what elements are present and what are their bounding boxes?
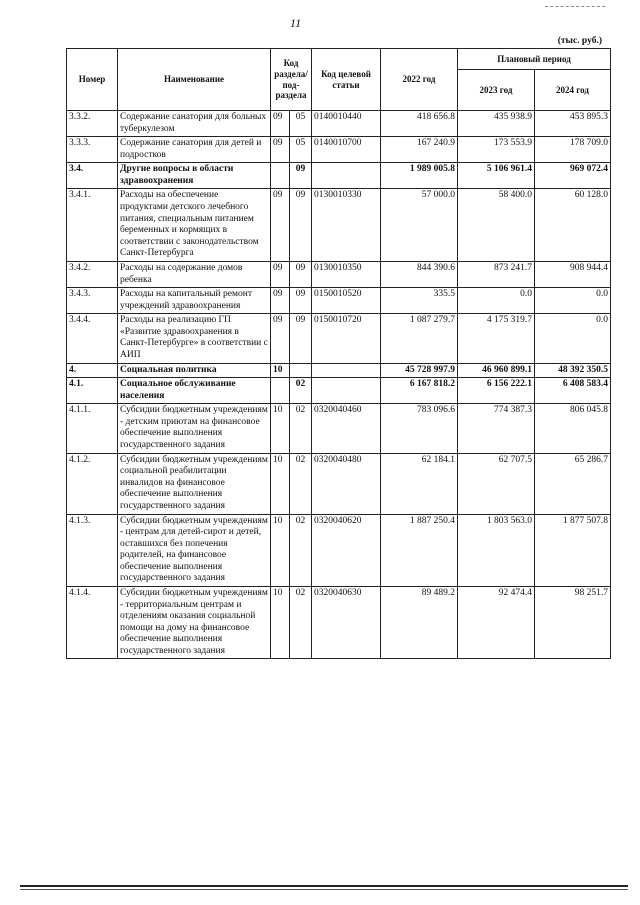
row-subsection: 05 xyxy=(290,137,312,163)
row-2022: 6 167 818.2 xyxy=(381,378,458,404)
row-name: Социальное обслуживание населения xyxy=(118,378,271,404)
row-number: 3.4. xyxy=(67,163,118,189)
row-name: Расходы на капитальный ремонт учреждений здравоохранения xyxy=(118,288,271,314)
row-2023: 58 400.0 xyxy=(458,189,535,261)
row-2022: 1 087 279.7 xyxy=(381,314,458,363)
row-2023: 5 106 961.4 xyxy=(458,163,535,189)
row-number: 3.4.4. xyxy=(67,314,118,363)
row-2023: 435 938.9 xyxy=(458,111,535,137)
row-section: 09 xyxy=(271,137,290,163)
row-2023: 6 156 222.1 xyxy=(458,378,535,404)
row-2022: 783 096.6 xyxy=(381,404,458,453)
row-number: 4.1.4. xyxy=(67,586,118,658)
table-row xyxy=(67,189,611,261)
header-section-code: Код раздела/ под- раздела xyxy=(271,49,312,111)
row-2022: 335.5 xyxy=(381,288,458,314)
row-2024: 48 392 350.5 xyxy=(535,363,611,378)
row-2022: 1 887 250.4 xyxy=(381,514,458,586)
table-row xyxy=(67,404,611,453)
row-2022: 57 000.0 xyxy=(381,189,458,261)
table-row xyxy=(67,288,611,314)
row-section: 09 xyxy=(271,189,290,261)
row-2024: 453 895.3 xyxy=(535,111,611,137)
row-2023: 774 387.3 xyxy=(458,404,535,453)
row-subsection: 09 xyxy=(290,163,312,189)
row-number: 3.3.3. xyxy=(67,137,118,163)
row-2024: 65 286.7 xyxy=(535,453,611,514)
row-2023: 173 553.9 xyxy=(458,137,535,163)
row-section: 10 xyxy=(271,514,290,586)
row-name: Субсидии бюджетным учреждениям - центрам для детей-сирот и детей, оставшихся без попечения родителей, на финансовое обеспечение выполнения государственного задания xyxy=(118,514,271,586)
row-2024: 1 877 507.8 xyxy=(535,514,611,586)
row-name: Субсидии бюджетным учреждениям - территориальным центрам и отделениям оказания социальной помощи на дому на финансовое обеспечение выполнения государственного задания xyxy=(118,586,271,658)
row-subsection: 09 xyxy=(290,189,312,261)
row-section xyxy=(271,378,290,404)
row-target: 0130010330 xyxy=(312,189,381,261)
row-name: Субсидии бюджетным учреждениям социальной реабилитации инвалидов на финансовое обеспечение выполнения государственного задания xyxy=(118,453,271,514)
row-target xyxy=(312,378,381,404)
row-target: 0140010700 xyxy=(312,137,381,163)
row-subsection: 05 xyxy=(290,111,312,137)
row-subsection: 09 xyxy=(290,314,312,363)
units-label: (тыс. руб.) xyxy=(557,36,602,46)
row-2023: 0.0 xyxy=(458,288,535,314)
top-rule xyxy=(545,6,605,7)
header-row xyxy=(67,49,611,70)
header-2022: 2022 год xyxy=(381,49,458,111)
row-target: 0320040630 xyxy=(312,586,381,658)
row-2024: 6 408 583.4 xyxy=(535,378,611,404)
row-2024: 806 045.8 xyxy=(535,404,611,453)
row-2023: 873 241.7 xyxy=(458,261,535,287)
table-row xyxy=(67,314,611,363)
row-subsection: 02 xyxy=(290,453,312,514)
row-2022: 45 728 997.9 xyxy=(381,363,458,378)
row-subsection: 02 xyxy=(290,514,312,586)
row-section: 10 xyxy=(271,586,290,658)
row-target xyxy=(312,363,381,378)
row-2022: 844 390.6 xyxy=(381,261,458,287)
row-number: 4.1. xyxy=(67,378,118,404)
row-name: Расходы на обеспечение продуктами детского лечебного питания, специальным питанием беременных и кормящих в соответствии с законодательством Санкт-Петербурга xyxy=(118,189,271,261)
row-name: Другие вопросы в области здравоохранения xyxy=(118,163,271,189)
row-2022: 89 489.2 xyxy=(381,586,458,658)
bottom-rule-thin xyxy=(20,889,628,890)
row-2024: 178 709.0 xyxy=(535,137,611,163)
row-name: Содержание санатория для детей и подростков xyxy=(118,137,271,163)
row-section: 09 xyxy=(271,111,290,137)
row-2024: 908 944.4 xyxy=(535,261,611,287)
row-number: 3.4.2. xyxy=(67,261,118,287)
row-2023: 4 175 319.7 xyxy=(458,314,535,363)
row-target: 0140010440 xyxy=(312,111,381,137)
row-section: 10 xyxy=(271,404,290,453)
row-2022: 167 240.9 xyxy=(381,137,458,163)
page-number: 11 xyxy=(290,16,302,30)
row-2023: 92 474.4 xyxy=(458,586,535,658)
table-row xyxy=(67,111,611,137)
row-subsection: 02 xyxy=(290,404,312,453)
table-row xyxy=(67,137,611,163)
header-2024: 2024 год xyxy=(535,70,611,111)
row-2024: 0.0 xyxy=(535,314,611,363)
header-planned-period: Плановый период xyxy=(458,49,611,70)
row-section: 10 xyxy=(271,453,290,514)
row-section xyxy=(271,163,290,189)
row-subsection xyxy=(290,363,312,378)
row-target: 0320040620 xyxy=(312,514,381,586)
row-2023: 46 960 899.1 xyxy=(458,363,535,378)
row-target xyxy=(312,163,381,189)
row-target: 0320040460 xyxy=(312,404,381,453)
row-2024: 98 251.7 xyxy=(535,586,611,658)
row-number: 3.3.2. xyxy=(67,111,118,137)
table-row xyxy=(67,453,611,514)
row-number: 3.4.3. xyxy=(67,288,118,314)
row-number: 4. xyxy=(67,363,118,378)
row-2024: 60 128.0 xyxy=(535,189,611,261)
header-target-code: Код целевой статьи xyxy=(312,49,381,111)
row-subsection: 02 xyxy=(290,378,312,404)
row-target: 0150010520 xyxy=(312,288,381,314)
header-name: Наименование xyxy=(118,49,271,111)
row-2024: 969 072.4 xyxy=(535,163,611,189)
row-section: 09 xyxy=(271,261,290,287)
table-row xyxy=(67,163,611,189)
row-subsection: 09 xyxy=(290,288,312,314)
row-subsection: 02 xyxy=(290,586,312,658)
row-target: 0320040480 xyxy=(312,453,381,514)
row-2023: 1 803 563.0 xyxy=(458,514,535,586)
row-name: Расходы на содержание домов ребенка xyxy=(118,261,271,287)
bottom-rule xyxy=(20,885,628,887)
row-2023: 62 707.5 xyxy=(458,453,535,514)
row-target: 0130010350 xyxy=(312,261,381,287)
table-row xyxy=(67,378,611,404)
header-number: Номер xyxy=(67,49,118,111)
row-section: 10 xyxy=(271,363,290,378)
row-2022: 62 184.1 xyxy=(381,453,458,514)
row-2022: 418 656.8 xyxy=(381,111,458,137)
row-2022: 1 989 005.8 xyxy=(381,163,458,189)
table-row xyxy=(67,261,611,287)
table-row xyxy=(67,363,611,378)
row-section: 09 xyxy=(271,314,290,363)
table-row xyxy=(67,586,611,658)
row-number: 4.1.2. xyxy=(67,453,118,514)
row-name: Расходы на реализацию ГП «Развитие здравоохранения в Санкт-Петербурге» в соответствии с АИП xyxy=(118,314,271,363)
row-name: Социальная политика xyxy=(118,363,271,378)
row-number: 4.1.3. xyxy=(67,514,118,586)
table-row xyxy=(67,514,611,586)
row-section: 09 xyxy=(271,288,290,314)
row-name: Субсидии бюджетным учреждениям - детским приютам на финансовое обеспечение выполнения государственного задания xyxy=(118,404,271,453)
row-name: Содержание санатория для больных туберкулезом xyxy=(118,111,271,137)
row-target: 0150010720 xyxy=(312,314,381,363)
row-subsection: 09 xyxy=(290,261,312,287)
row-number: 3.4.1. xyxy=(67,189,118,261)
budget-table xyxy=(66,48,611,659)
row-number: 4.1.1. xyxy=(67,404,118,453)
header-2023: 2023 год xyxy=(458,70,535,111)
row-2024: 0.0 xyxy=(535,288,611,314)
